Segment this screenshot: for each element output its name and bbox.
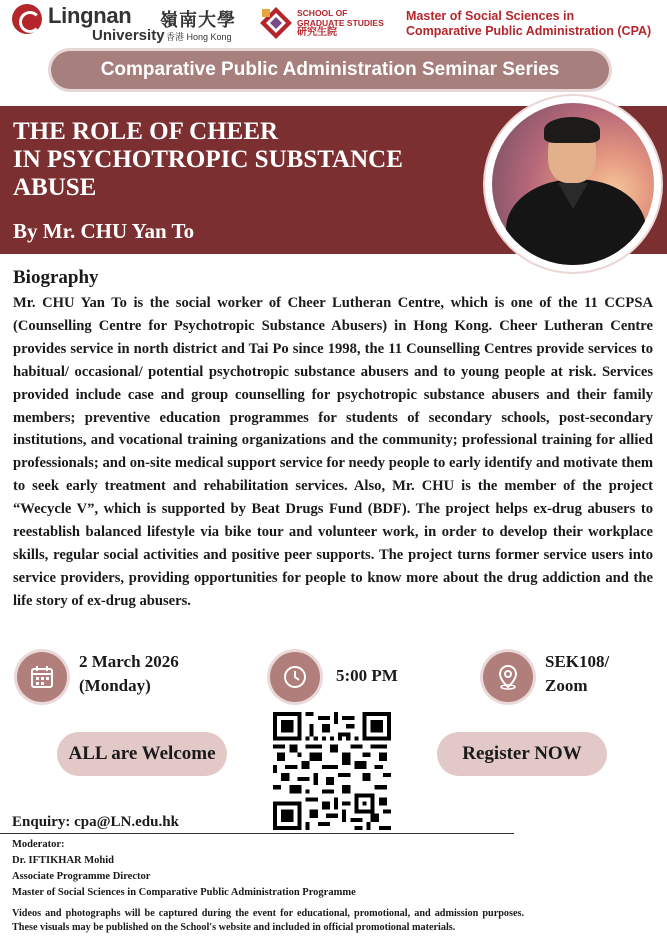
series-label: Comparative Public Administration Seminar Series [100, 59, 560, 80]
seminar-title [13, 118, 483, 202]
registration-qr-code[interactable] [273, 712, 391, 830]
moderator-programme: Master of Social Sciences in Comparative Public Administration Programme [12, 887, 356, 898]
programme-line1: Master of Social Sciences in [406, 9, 575, 23]
speaker-photo [492, 103, 654, 265]
school-line1: SCHOOL OF [297, 8, 348, 18]
register-now-button[interactable] [437, 732, 607, 776]
venue-line1: SEK108/ [545, 652, 610, 671]
graduate-school-logo-icon [258, 5, 294, 41]
speaker-byline: By Mr. CHU Yan To [13, 219, 195, 243]
calendar-icon [29, 664, 55, 690]
weekday-line: (Monday) [79, 676, 151, 695]
divider [0, 833, 514, 834]
university-sub: University [92, 27, 165, 44]
welcome-label: ALL are Welcome [68, 743, 216, 764]
biography-text: Mr. CHU Yan To is the social worker of Cheer Lutheran Centre, which is one of the 11 CCPSA (Counselling Centre for Psychotropic Substance Abusers) in Hong Kong. Cheer Lutheran Centre provides service in north district and Tai Po since 1998, the 11 Counselling Centres provide services to habitual/ occasional/ potential psychotropic substance abusers and to young people at risk. Services provided include case and group counselling for psychotropic substance abusers and their family members; preventive education programmes for students of secondary schools, post-secondary institutions, and vocational training organizations and the community; professional training for allied professionals; and on-site medical support service for needy people to early identify and motivate them to seek early treatment and rehabilitation services. Also, Mr. CHU is the member of the project “Wecycle V”, which is supported by Beat Drugs Fund (BDF). The project helps ex-drug abusers to reestablish balanced lifestyle via bike tour and volunteer work, in order to develop their workplace skills, regular social activities and positive peer supports. The project turns former service users into service providers, providing opportunities for people to know more about the drug addiction and the life story of ex-drug abusers. [13, 295, 653, 609]
event-venue [545, 650, 609, 698]
school-chinese: 研究生院 [297, 27, 337, 38]
moderator-role: Associate Programme Director [12, 871, 151, 882]
location-pin-icon [495, 664, 521, 690]
event-date [79, 650, 179, 698]
school-line2: GRADUATE STUDIES [297, 18, 384, 28]
title-line1: THE ROLE OF CHEER [13, 118, 279, 145]
venue-line2: Zoom [545, 676, 588, 695]
date-icon-badge [17, 652, 67, 702]
header [0, 0, 667, 52]
moderator-label: Moderator: [12, 839, 65, 850]
enquiry-email[interactable]: Enquiry: cpa@LN.edu.hk [12, 814, 179, 830]
series-banner [51, 51, 609, 89]
time-icon-badge [270, 652, 320, 702]
register-label: Register NOW [462, 743, 582, 764]
date-line: 2 March 2026 [79, 652, 179, 671]
title-line3: ABUSE [13, 174, 97, 201]
programme-line2: Comparative Public Administration (CPA) [406, 24, 652, 38]
moderator-name: Dr. IFTIKHAR Mohid [12, 855, 115, 866]
moderator-block [12, 837, 356, 901]
lingnan-logo-icon [12, 4, 42, 34]
university-location: 香港 Hong Kong [166, 32, 232, 42]
title-line2: IN PSYCHOTROPIC SUBSTANCE [13, 146, 403, 173]
clock-icon [282, 664, 308, 690]
graduate-school-name [297, 8, 384, 38]
event-time: 5:00 PM [336, 666, 398, 685]
media-disclaimer: Videos and photographs will be captured during the event for educational, promotional, and admission purposes. These visuals may be published on the School's website and included in official promotional materials. [12, 908, 524, 933]
programme-title [406, 9, 651, 39]
biography-heading: Biography [13, 267, 99, 288]
university-chinese-name: 嶺南大學 [160, 10, 236, 31]
speaker-photo-frame [485, 96, 661, 272]
university-name: Lingnan [48, 3, 132, 28]
venue-icon-badge [483, 652, 533, 702]
all-welcome-badge [57, 732, 227, 776]
